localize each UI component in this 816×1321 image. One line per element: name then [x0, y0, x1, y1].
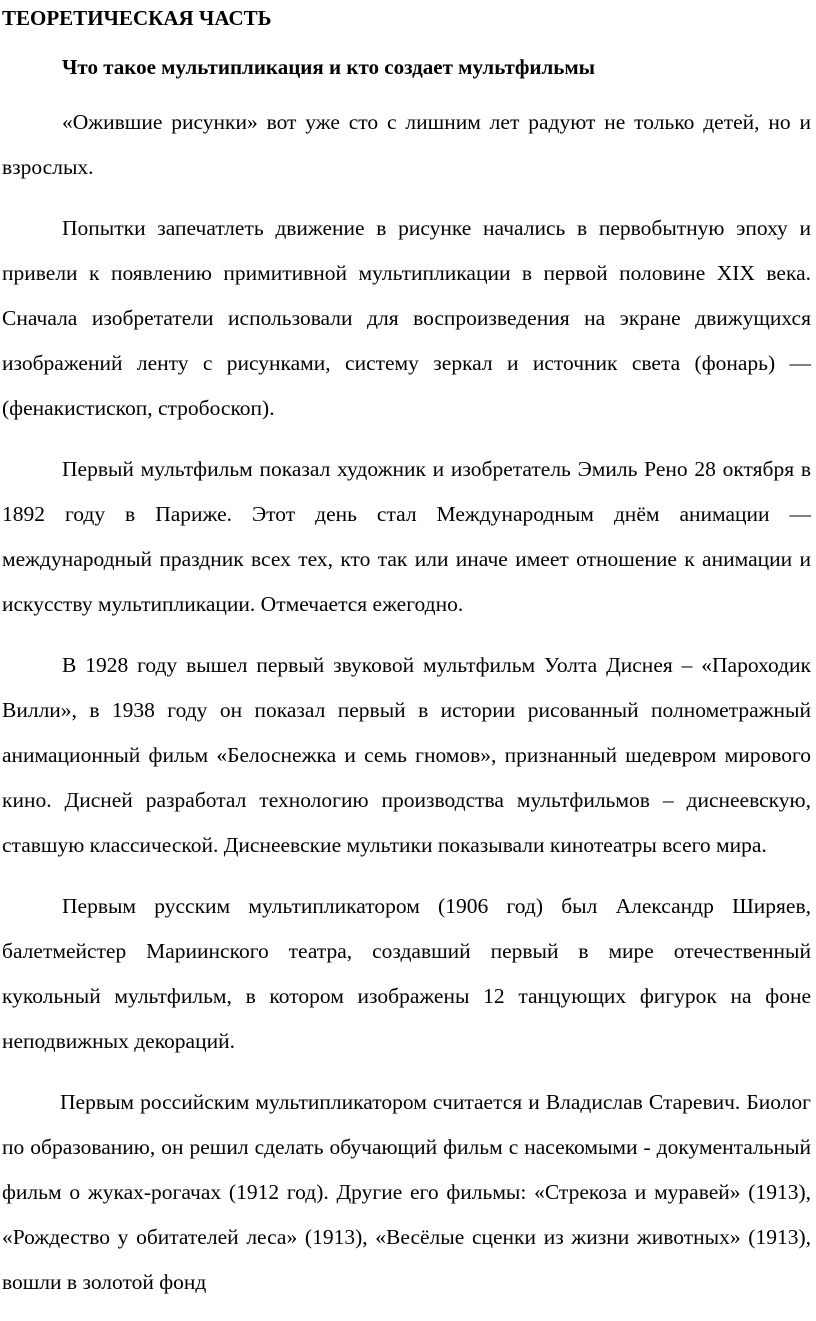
paragraph-alexander-shiryaev: Первым русским мультипликатором (1906 год) был Александр Ширяев, балетмейстер Мариинского театра, создавший первый в мире отечественный кукольный мультфильм, в котором изображены 12 танцующих фигурок на фоне неподвижных декораций.	[2, 894, 811, 1053]
section-title: ТЕОРЕТИЧЕСКАЯ ЧАСТЬ	[2, 6, 272, 30]
paragraph-primitive-animation: Попытки запечатлеть движение в рисунке начались в первобытную эпоху и привели к появлению примитивной мультипликации в первой половине XIX века. Сначала изобретатели использовали для воспроизведения на экране движущихся изображений ленту с рисунками, систему зеркал и источник света (фонарь) — (фенакистископ, стробоскоп).	[2, 216, 811, 420]
paragraph-emile-reynaud: Первый мультфильм показал художник и изобретатель Эмиль Рено 28 октября в 1892 году в Париже. Этот день стал Международным днём анимации — международный праздник всех тех, кто так или иначе имеет отношение к анимации и искусству мультипликации. Отмечается ежегодно.	[2, 457, 811, 616]
paragraph-vladislav-starevich: Первым российским мультипликатором считается и Владислав Старевич. Биолог по образованию, он решил сделать обучающий фильм с насекомыми - документальный фильм о жуках-рогачах (1912 год). Другие его фильмы: «Стрекоза и муравей» (1913), «Рождество у обитателей леса» (1913), «Весёлые сценки из жизни животных» (1913), вошли в золотой фонд	[2, 1090, 811, 1294]
body-text	[2, 100, 811, 1321]
subheading: Что такое мультипликация и кто создает мультфильмы	[62, 55, 596, 79]
paragraph-animated-drawings: «Ожившие рисунки» вот уже сто с лишним лет радуют не только детей, но и взрослых.	[2, 110, 811, 179]
paragraph-walt-disney: В 1928 году вышел первый звуковой мультфильм Уолта Диснея – «Пароходик Вилли», в 1938 году он показал первый в истории рисованный полнометражный анимационный фильм «Белоснежка и семь гномов», признанный шедевром мирового кино. Дисней разработал технологию производства мультфильмов – диснеевскую, ставшую классической. Диснеевские мультики показывали кинотеатры всего мира.	[2, 653, 811, 857]
